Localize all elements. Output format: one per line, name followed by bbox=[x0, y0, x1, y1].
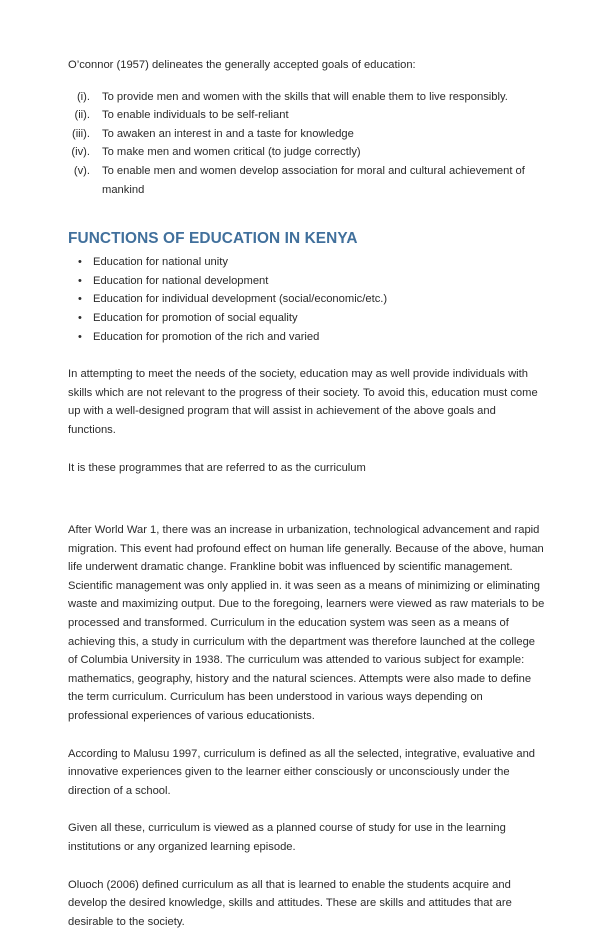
list-item bbox=[68, 328, 546, 347]
list-item-text: To awaken an interest in and a taste for knowledge bbox=[102, 127, 354, 140]
bullet-icon: • bbox=[78, 256, 82, 269]
list-item bbox=[68, 125, 546, 144]
goals-of-education-list bbox=[68, 88, 546, 200]
list-item-text: To enable men and women develop association for moral and cultural achievement of mankind bbox=[102, 164, 525, 196]
spacer bbox=[68, 440, 546, 459]
bullet-icon: • bbox=[78, 330, 82, 343]
list-item bbox=[68, 106, 546, 125]
spacer bbox=[68, 857, 546, 876]
list-marker: (iii). bbox=[71, 127, 90, 140]
list-item-text: To enable individuals to be self-reliant bbox=[102, 109, 289, 122]
page-title: FUNCTIONS OF EDUCATION IN KENYA bbox=[68, 230, 358, 248]
spacer bbox=[68, 477, 546, 521]
list-marker: (i). bbox=[76, 90, 90, 103]
bullet-icon: • bbox=[78, 311, 82, 324]
list-item-text: Education for national unity bbox=[93, 256, 228, 269]
list-item bbox=[68, 290, 546, 309]
list-marker: (iv). bbox=[71, 146, 90, 159]
list-marker: (v). bbox=[73, 164, 90, 177]
spacer bbox=[68, 75, 546, 88]
bullet-icon: • bbox=[78, 274, 82, 287]
spacer bbox=[68, 800, 546, 819]
spacer bbox=[68, 726, 546, 745]
paragraph-oluoch: Oluoch (2006) defined curriculum as all that is learned to enable the students acquire and develop the desired knowledge, skills and attitudes. These are skills and attitudes that are desirable to the society. bbox=[68, 878, 512, 928]
list-item bbox=[68, 88, 546, 107]
list-item bbox=[68, 162, 546, 199]
paragraph-needs-of-society: In attempting to meet the needs of the society, education may as well provide individuals with skills which are not relevant to the progress of their society. To avoid this, education must come up with a well-designed program that will assist in achievement of the above goals and functions. bbox=[68, 368, 538, 436]
paragraph-programmes-curriculum: It is these programmes that are referred to as the curriculum bbox=[68, 461, 366, 474]
list-item-text: Education for individual development (social/economic/etc.) bbox=[93, 293, 388, 306]
list-item-text: To provide men and women with the skills that will enable them to live responsibly. bbox=[102, 90, 508, 103]
list-marker: (ii). bbox=[74, 109, 90, 122]
paragraph-world-war: After World War 1, there was an increase in urbanization, technological advancement and rapid migration. This event had profound effect on human life generally. Because of the above, human life underwent dramatic change. Frankline bobit was influenced by scientific management. Scientific management was only applied in. it was seen as a means of minimizing or eliminating waste and maximizing output. Due to the foregoing, learners were viewed as raw materials to be processed and transformed. Curriculum in the education system was seen as a means of achieving this, a study in curriculum with the department was therefore launched at the college of Columbia University in 1938. The curriculum was attended to various subject for example: mathematics, geography, history and the natural sciences. Attempts were also made to define the term curriculum. Curriculum has been understood in various ways depending on professional experiences of various educationists. bbox=[68, 524, 545, 723]
bullet-icon: • bbox=[78, 293, 82, 306]
list-item-text: Education for promotion of the rich and varied bbox=[93, 330, 320, 343]
spacer bbox=[68, 346, 546, 365]
intro-paragraph: O’connor (1957) delineates the generally accepted goals of education: bbox=[68, 59, 416, 71]
list-item bbox=[68, 253, 546, 272]
spacer bbox=[68, 199, 546, 229]
list-item-text: Education for national development bbox=[93, 274, 269, 287]
list-item bbox=[68, 309, 546, 328]
list-item bbox=[68, 272, 546, 291]
paragraph-given-all-these: Given all these, curriculum is viewed as a planned course of study for use in the learning institutions or any organized learning episode. bbox=[68, 822, 506, 853]
paragraph-malusu: According to Malusu 1997, curriculum is defined as all the selected, integrative, evaluative and innovative experiences given to the learner either consciously or unconsciously under the direction of a school. bbox=[68, 747, 536, 797]
list-item-text: Education for promotion of social equality bbox=[93, 311, 298, 324]
list-item-text: To make men and women critical (to judge correctly) bbox=[102, 146, 361, 159]
list-item bbox=[68, 143, 546, 162]
functions-of-education-list bbox=[68, 253, 546, 346]
